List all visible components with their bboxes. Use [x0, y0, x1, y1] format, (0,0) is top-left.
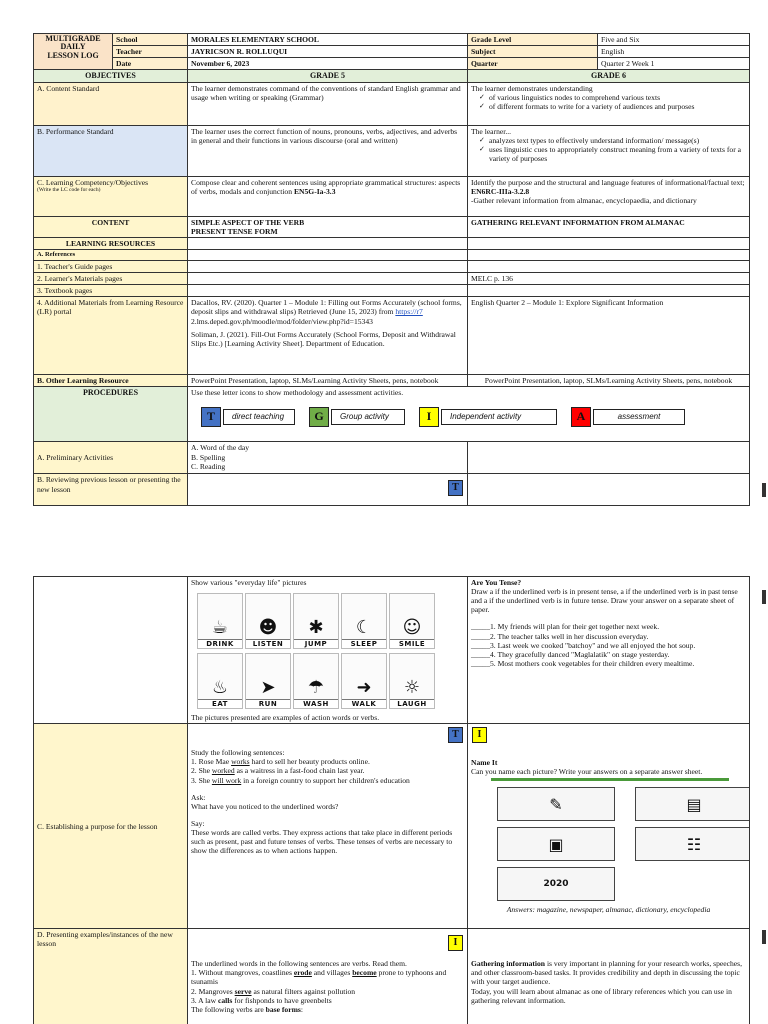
encyclopedia-picture: ☷ [635, 827, 750, 861]
additional-materials-g5: Dacallos, RV. (2020). Quarter 1 – Module 1: Filling out Forms Accurately (school forms, deposit slips and withdrawal slips) Retrieved (June 15, 2023) from https://r7 2.lms.deped.gov.ph/moodle/mod/folder/view.php?id=15343 Soliman, J. (2021). Fill-Out Forms Accurately (School Forms, Deposit and Withdrawal Slips Etc.) [Learning Activity Sheet]. Department of Education. [188, 297, 468, 375]
log-title: MULTIGRADE DAILY LESSON LOG [34, 34, 113, 70]
other-resource-g6: PowerPoint Presentation, laptop, SLMs/Learning Activity Sheets, pens, notebook [468, 375, 750, 387]
additional-materials-g6: English Quarter 2 – Module 1: Explore Significant Information [468, 297, 750, 375]
picture-sleep: ☾ SLEEP [341, 593, 387, 649]
i-icon: I [472, 727, 487, 743]
performance-standard-g6: The learner... ✓ analyzes text types to effectively understand information/ message(s) ✓ uses linguistic cues to appropriately construct meaning from a variety of texts for a variety of purposes [468, 125, 750, 176]
legend-group-activity: G Group activity [309, 407, 405, 427]
magazine-picture: ✎ [497, 787, 615, 821]
legend-direct-teaching: T direct teaching [201, 407, 295, 427]
content-g6: GATHERING RELEVANT INFORMATION FROM ALMANAC [468, 216, 750, 237]
i-icon: I [448, 935, 463, 951]
picture-listen: ☻ LISTEN [245, 593, 291, 649]
objectives-heading: OBJECTIVES [34, 70, 188, 83]
content-standard-g5: The learner demonstrates command of the conventions of standard English grammar and usage when writing or speaking (Grammar) [188, 82, 468, 125]
purpose-g5: T Study the following sentences: 1. Rose Mae works hard to sell her beauty products online. 2. She worked as a waitress in a fast-food chain last year. 3. She will work in a foreign country to support her children's education Ask: What have you noticed to the underlined words? Say: These words are called verbs. They express actions that take place in different periods such as present, past and future tenses of verbs. These tenses of verbs are necessary to show the differences as to when actions happen. [188, 724, 468, 929]
picture-walk: ➜ WALK [341, 653, 387, 709]
t-icon: T [448, 727, 463, 743]
picture-drink: ☕ DRINK [197, 593, 243, 649]
teacher-label: Teacher [113, 46, 188, 58]
quarter-value: Quarter 2 Week 1 [598, 58, 750, 70]
picture-eat: ♨ EAT [197, 653, 243, 709]
textbook-label: 3. Textbook pages [34, 285, 188, 297]
date-label: Date [113, 58, 188, 70]
presenting-g6: Gathering information is very important in planning for your research works, speeches, and other classroom-based tasks. It provides credibility and depth in discussing the topic with your target audience. Today, you will learn about almanac as one of library references which you can use in gathering relevant information. [468, 929, 750, 1024]
competency-label: C. Learning Competency/Objectives (Write the LC code for each) [34, 176, 188, 216]
learning-resources-label: LEARNING RESOURCES [34, 238, 188, 250]
i-icon: I [419, 407, 439, 427]
picture-wash: ☂ WASH [293, 653, 339, 709]
review-label: B. Reviewing previous lesson or presenting the new lesson [34, 474, 188, 506]
lr-portal-link[interactable]: https://r7 [395, 307, 423, 317]
picture-laugh: ☼ LAUGH [389, 653, 435, 709]
presenting-g5: I The underlined words in the following sentences are verbs. Read them. 1. Without mangroves, coastlines erode and villages become prone to typhoons and tsunamis 2. Mangroves serve as natural filters against pollution 3. A law calls for fishponds to have greenbelts The following verbs are base forms: [188, 929, 468, 1024]
lesson-log-page-2 [33, 576, 749, 1024]
presenting-label: D. Presenting examples/instances of the new lesson [34, 929, 188, 1024]
dictionary-picture: ▣ [497, 827, 615, 861]
competency-g6: Identify the purpose and the structural and language features of informational/factual text; EN6RC-IIIa-3.2.8 -Gather relevant information from almanac, encyclopaedia, and dictionary [468, 176, 750, 216]
preliminary-label: A. Preliminary Activities [34, 442, 188, 474]
school-label: School [113, 34, 188, 46]
other-resource-label: B. Other Learning Resource [34, 375, 188, 387]
almanac-picture: 2020 [497, 867, 615, 901]
grade-level-label: Grade Level [468, 34, 598, 46]
a-icon: A [571, 407, 591, 427]
legend-assessment: A assessment [571, 407, 685, 427]
teachers-guide-label: 1. Teacher's Guide pages [34, 261, 188, 273]
action-pictures [197, 593, 464, 709]
content-label: CONTENT [34, 216, 188, 237]
edge-marker [762, 483, 766, 497]
procedures-label: PROCEDURES [34, 387, 188, 442]
g-icon: G [309, 407, 329, 427]
content-g5: SIMPLE ASPECT OF THE VERB PRESENT TENSE FORM [188, 216, 468, 237]
t-icon: T [448, 480, 463, 496]
review-g5 [188, 474, 468, 506]
grade6-heading: GRADE 6 [468, 70, 750, 83]
lesson-log-page-1 [33, 33, 749, 506]
performance-standard-g5: The learner uses the correct function of nouns, pronouns, verbs, adjectives, and adverbs in general and their functions in various discourse (oral and written) [188, 125, 468, 176]
other-resource-g5: PowerPoint Presentation, laptop, SLMs/Learning Activity Sheets, pens, notebook [188, 375, 468, 387]
lesson-log-table-continued [33, 576, 750, 1024]
quarter-label: Quarter [468, 58, 598, 70]
reference-pictures [497, 787, 746, 901]
learners-materials-g6: MELC p. 136 [468, 273, 750, 285]
competency-g5: Compose clear and coherent sentences using appropriate grammatical structures: aspects of verbs, modals and conjunction EN5G-Ia-3.3 [188, 176, 468, 216]
legend-independent-activity: I Independent activity [419, 407, 557, 427]
purpose-label: C. Establishing a purpose for the lesson [34, 724, 188, 929]
content-standard-label: A. Content Standard [34, 82, 188, 125]
grade5-heading: GRADE 5 [188, 70, 468, 83]
date-value: November 6, 2023 [188, 58, 468, 70]
subject-label: Subject [468, 46, 598, 58]
teacher-value: JAYRICSON R. ROLLUQUI [188, 46, 468, 58]
content-standard-g6: The learner demonstrates understanding ✓ of various linguistics nodes to comprehend various texts ✓ of different formats to write for a variety of audiences and purposes [468, 82, 750, 125]
learners-materials-label: 2. Learner's Materials pages [34, 273, 188, 285]
subject-value: English [598, 46, 750, 58]
picture-smile: ☺ SMILE [389, 593, 435, 649]
tense-activity-g6: Are You Tense? Draw a if the underlined verb is in present tense, a if the underlined verb is in past tense and a if the underlined verb is in future tense. Draw your answer on a separate sheet of paper. _____1. My friends will plan for their get together next week. _____2. The teacher talks well in her discussion everyday. _____3. Last week we cooked "batchoy" and we all enjoyed the hot soup. _____4. They gracefully danced "Maglalatik" on stage yesterday. _____5. Most mothers cook vegetables for their children every mealtime. [468, 577, 750, 724]
newspaper-picture: ▤ [635, 787, 750, 821]
additional-materials-label: 4. Additional Materials from Learning Resource (LR) portal [34, 297, 188, 375]
preliminary-g5: A. Word of the day B. Spelling C. Reading [188, 442, 468, 474]
references-label: A. References [34, 250, 188, 261]
grade-level-value: Five and Six [598, 34, 750, 46]
school-value: MORALES ELEMENTARY SCHOOL [188, 34, 468, 46]
procedures-legend: Use these letter icons to show methodology and assessment activities. T direct teaching G Group activity I Independent activity A assessment [188, 387, 750, 442]
picture-jump: ✱ JUMP [293, 593, 339, 649]
edge-marker [762, 590, 766, 604]
picture-run: ➤ RUN [245, 653, 291, 709]
review-activity-g5: Show various "everyday life" pictures ☕ DRINK ☻ LISTEN ✱ JUMP ☾ SLEEP ☺ SMILE ♨ EAT ➤ RUN ☂ WASH ➜ WALK ☼ LAUGH The pictures presented are examples of action words or verbs. [188, 577, 468, 724]
answers-line: Answers: magazine, newspaper, almanac, dictionary, encyclopedia [506, 905, 711, 915]
lesson-log-table [33, 33, 750, 506]
performance-standard-label: B. Performance Standard [34, 125, 188, 176]
t-icon: T [201, 407, 221, 427]
name-it-g6: I Name It Can you name each picture? Write your answers on a separate answer sheet. ✎ ▤ ▣ ☷ 2020 Answers: magazine, newspaper, almanac, dictionary, encyclopedia [468, 724, 750, 929]
edge-marker [762, 930, 766, 944]
